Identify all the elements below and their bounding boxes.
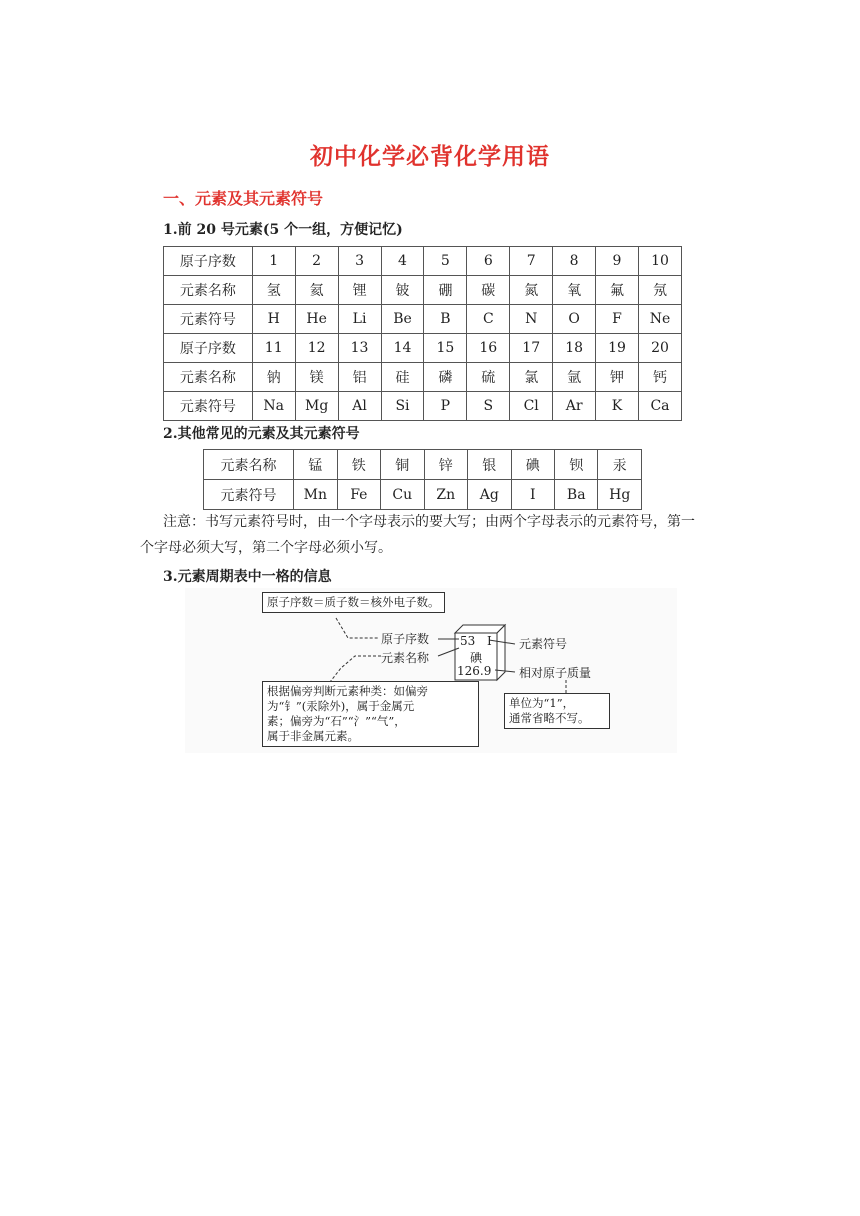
table-cell: F: [596, 305, 639, 334]
table-cell: 14: [381, 334, 424, 363]
page-title: 初中化学必背化学用语: [310, 143, 550, 170]
table-row: [164, 247, 682, 276]
table-cell: 硅: [381, 363, 424, 392]
table-cell: 11: [252, 334, 295, 363]
cell-atomic-mass: 126.9: [457, 664, 492, 678]
table-cell: Mn: [294, 480, 337, 510]
table-cell: N: [510, 305, 553, 334]
table-row: [164, 392, 682, 421]
row-header: 元素名称: [164, 363, 253, 392]
row-header: 元素符号: [164, 392, 253, 421]
table-cell: 汞: [598, 450, 642, 480]
subheading-periodic-cell: 3.元素周期表中一格的信息: [163, 569, 332, 585]
table-cell: Ba: [554, 480, 597, 510]
table-cell: 碘: [511, 450, 554, 480]
radical-rule-line: 为“钅”(汞除外)，属于金属元: [267, 699, 415, 713]
note-line-1: 注意：书写元素符号时，由一个字母表示的要大写；由两个字母表示的元素符号，第一: [163, 514, 695, 530]
table-cell: 8: [553, 247, 596, 276]
table-cell: 硼: [424, 276, 467, 305]
table-cell: 镁: [295, 363, 338, 392]
table-cell: 氯: [510, 363, 553, 392]
table-cell: I: [511, 480, 554, 510]
table-cell: 17: [510, 334, 553, 363]
table-cell: K: [596, 392, 639, 421]
table-cell: 16: [467, 334, 510, 363]
table-row: [204, 480, 642, 510]
table-cell: 氩: [553, 363, 596, 392]
table-cell: Ne: [638, 305, 681, 334]
row-header: 元素符号: [204, 480, 294, 510]
table-cell: Zn: [424, 480, 467, 510]
atomic-number-label: 原子序数: [381, 632, 430, 646]
row-header: 元素名称: [204, 450, 294, 480]
row-header: 元素名称: [164, 276, 253, 305]
unit-note-line: 单位为“1”，: [509, 696, 575, 710]
table-cell: 氧: [553, 276, 596, 305]
table-cell: 9: [596, 247, 639, 276]
table-cell: 氟: [596, 276, 639, 305]
table-cell: Ag: [468, 480, 511, 510]
table-cell: H: [252, 305, 295, 334]
cell-atomic-number: 53: [460, 634, 476, 648]
table-cell: S: [467, 392, 510, 421]
radical-rule-line: 素；偏旁为“石”“氵”“气”，: [267, 714, 406, 728]
table-cell: He: [295, 305, 338, 334]
table-cell: 1: [252, 247, 295, 276]
table-cell: 20: [638, 334, 681, 363]
table-cell: Ca: [638, 392, 681, 421]
cell-symbol: I: [487, 634, 492, 648]
table-cell: 2: [295, 247, 338, 276]
table-cell: 锌: [424, 450, 467, 480]
table-cell: 5: [424, 247, 467, 276]
table-cell: Cl: [510, 392, 553, 421]
table-cell: Ar: [553, 392, 596, 421]
table-cell: Fe: [337, 480, 380, 510]
table-row: [164, 276, 682, 305]
common-elements-table: [203, 449, 642, 510]
table-cell: 18: [553, 334, 596, 363]
table-cell: 碳: [467, 276, 510, 305]
definition-box: 原子序数＝质子数＝核外电子数。: [262, 592, 445, 613]
table-cell: 铍: [381, 276, 424, 305]
table-cell: 钾: [596, 363, 639, 392]
table-cell: 4: [381, 247, 424, 276]
table-cell: 13: [338, 334, 381, 363]
table-cell: 3: [338, 247, 381, 276]
unit-note-line: 通常省略不写。: [509, 711, 590, 725]
table-cell: 钡: [554, 450, 597, 480]
table-cell: 铁: [337, 450, 380, 480]
table-cell: 氖: [638, 276, 681, 305]
subheading-first-20: 1.前 20 号元素(5 个一组，方便记忆): [163, 222, 403, 238]
writing-note: [140, 509, 719, 561]
table-cell: 磷: [424, 363, 467, 392]
periodic-cell-diagram: [185, 588, 677, 753]
element-symbol-label: 元素符号: [519, 637, 568, 651]
table-cell: 12: [295, 334, 338, 363]
element-name-label: 元素名称: [381, 651, 430, 665]
table-cell: Si: [381, 392, 424, 421]
table-row: [164, 334, 682, 363]
table-cell: Hg: [598, 480, 642, 510]
table-cell: C: [467, 305, 510, 334]
table-cell: Cu: [381, 480, 424, 510]
table-row: [164, 305, 682, 334]
table-cell: Na: [252, 392, 295, 421]
table-cell: 铜: [381, 450, 424, 480]
table-cell: 银: [468, 450, 511, 480]
table-cell: 氦: [295, 276, 338, 305]
table-cell: 15: [424, 334, 467, 363]
row-header: 原子序数: [164, 334, 253, 363]
table-cell: 10: [638, 247, 681, 276]
table-cell: O: [553, 305, 596, 334]
table-cell: Al: [338, 392, 381, 421]
radical-rule-box: [262, 681, 479, 747]
table-cell: B: [424, 305, 467, 334]
atomic-mass-label: 相对原子质量: [519, 666, 592, 680]
table-cell: 硫: [467, 363, 510, 392]
table-cell: Be: [381, 305, 424, 334]
table-cell: 19: [596, 334, 639, 363]
row-header: 原子序数: [164, 247, 253, 276]
table-cell: 氢: [252, 276, 295, 305]
note-line-2: 个字母必须大写，第二个字母必须小写。: [140, 540, 392, 556]
table-cell: 7: [510, 247, 553, 276]
table-cell: 锰: [294, 450, 337, 480]
radical-rule-line: 属于非金属元素。: [267, 729, 359, 743]
table-cell: 锂: [338, 276, 381, 305]
table-row: [164, 363, 682, 392]
table-cell: P: [424, 392, 467, 421]
first-20-elements-table: [163, 246, 682, 421]
subheading-common-elements: 2.其他常见的元素及其元素符号: [163, 426, 360, 442]
table-cell: Li: [338, 305, 381, 334]
table-cell: 氮: [510, 276, 553, 305]
table-cell: 铝: [338, 363, 381, 392]
row-header: 元素符号: [164, 305, 253, 334]
table-cell: 钠: [252, 363, 295, 392]
unit-note-box: [504, 693, 610, 729]
table-cell: 钙: [638, 363, 681, 392]
section-heading: 一、元素及其元素符号: [163, 189, 324, 208]
cell-element-name: 碘: [470, 651, 483, 665]
table-row: [204, 450, 642, 480]
table-cell: 6: [467, 247, 510, 276]
table-cell: Mg: [295, 392, 338, 421]
radical-rule-line: 根据偏旁判断元素种类：如偏旁: [267, 684, 428, 698]
